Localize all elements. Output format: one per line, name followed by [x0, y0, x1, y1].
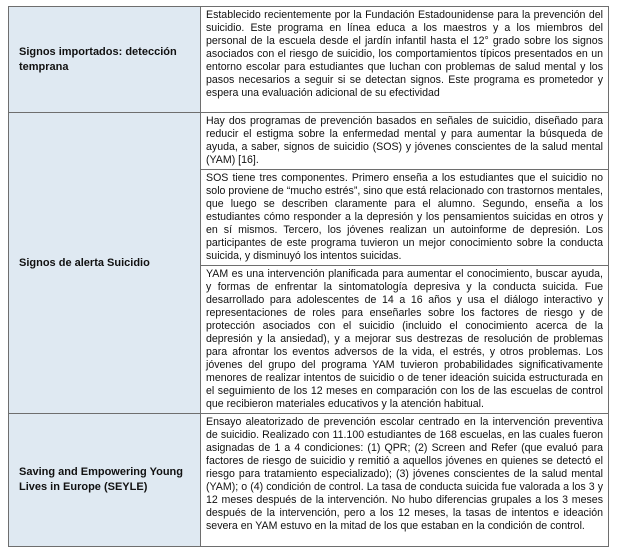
table-row [9, 414, 609, 547]
program-description: Ensayo aleatorizado de prevención escolar centrado en la intervención preventiva de suicidio. Realizado con 11.100 estudiantes de 168 escuelas, en las cuales fueron asignadas de 1 a 4 condiciones: (1) QPR; (2) Screen and Refer (que evaluó para factores de riesgo de suicidio y remitió a aquellos jóvenes en quienes se detectó el riesgo para tratamiento especializado); (3) jóvenes conscientes de la salud mental (YAM); o (4) condición de control. La tasa de conducta suicida fue valorada a los 3 y 12 meses después de la intervención. No hubo diferencias grupales a los 3 meses después de la intervención, pero a los 12 meses, la tasas de intentos e ideación severa en YAM estuvo en la mitad de los que estaban en la condición de control. [201, 414, 609, 547]
program-name: Saving and Empowering Young Lives in Europe (SEYLE) [9, 414, 201, 547]
table-row [9, 7, 609, 113]
program-name: Signos de alerta Suicidio [9, 113, 201, 414]
program-description: Hay dos programas de prevención basados en señales de suicidio, diseñado para reducir el estigma sobre la enfermedad mental y para aumentar la búsqueda de ayuda, a saber, signos de suicidio (SOS) y jóvenes conscientes de la salud mental (YAM) [16]. [201, 113, 609, 170]
program-description: YAM es una intervención planificada para aumentar el conocimiento, buscar ayuda, y formas de enfrentar la sintomatología depresiva y la conducta suicida. Fue desarrollado para adolescentes de 14 a 16 años y usa el diálogo interactivo y representaciones de roles para enseñarles sobre los factores de riesgo y de protección asociados con el suicidio (incluido el conocimiento acerca de la depresión y la ansiedad), y a mejorar sus destrezas de resolución de problemas para afrontar los eventos adversos de la vida, el estrés, y otros problemas. Los jóvenes del grupo del programa YAM tuvieron probabilidades significativamente menores de realizar intentos de suicidio o de tener ideación suicida estructurada en el seguimiento de los 12 meses en comparación con los de las escuelas de control que recibieron materiales educativos y la atención habitual. [201, 266, 609, 414]
table-row [9, 113, 609, 170]
program-description: Establecido recientemente por la Fundación Estadounidense para la prevención del suicidio. Este programa en línea educa a los maestros y a los miembros del personal de la escuela desde el jardín infantil hasta el 12° grado sobre los signos asociados con el riesgo de suicidio, los comportamientos típicos presentados en un entorno escolar para estudiantes que luchan con problemas de salud mental y los pasos necesarios a seguir si se detectan signos. Este programa es prometedor y espera una evaluación adicional de su efectividad [201, 7, 609, 113]
program-name: Signos importados: detección temprana [9, 7, 201, 113]
program-description: SOS tiene tres componentes. Primero enseña a los estudiantes que el suicidio no solo proviene de “mucho estrés”, sino que está relacionado con trastornos mentales, que luego se describen claramente para el alumno. Segundo, enseña a los estudiantes cómo responder a la depresión y los pensamientos suicidas en otros y en sí mismos. Tercero, los jóvenes realizan un autoinforme de depresión. Los participantes de este programa tuvieron un mejor conocimiento sobre la conducta suicida, y disminuyó los intentos suicidas. [201, 170, 609, 266]
programs-table [8, 6, 609, 547]
